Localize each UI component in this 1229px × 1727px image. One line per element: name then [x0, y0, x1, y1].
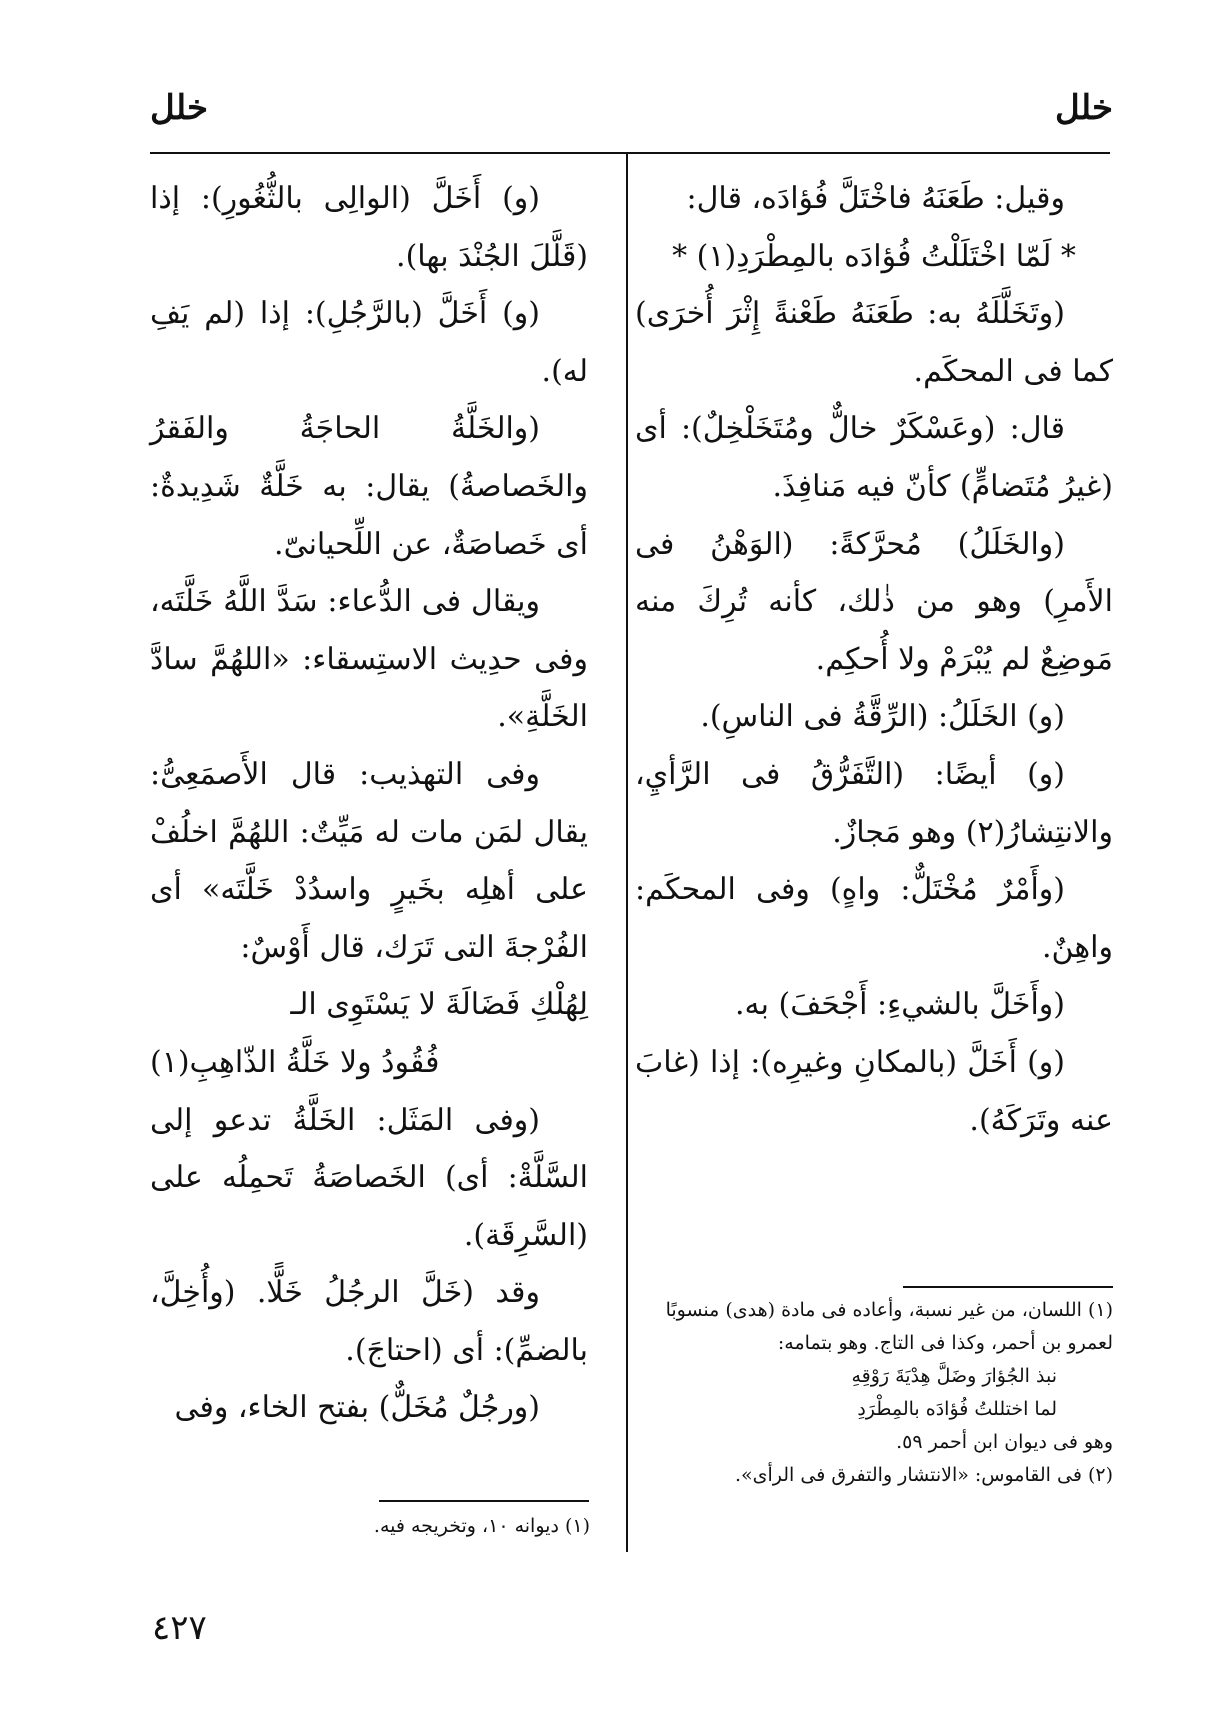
- verse-hemistich-second: فُقُودُ ولا خَلَّةُ الذّاهِبِ(١): [150, 1044, 440, 1080]
- entry-paragraph: (و) أَخَلَّ (بالرَّجُلِ): إذا (لم يَفِ له).: [150, 296, 588, 389]
- entry-paragraph: (و) الخَلَلُ: (الرِّقَّةُ فى الناسِ).: [700, 699, 1065, 735]
- footnotes-right: [635, 1294, 1113, 1492]
- page-number: ٤٢٧: [152, 1608, 207, 1648]
- poem-verse: [150, 976, 588, 1091]
- entry-paragraph: وقد (خَلَّ الرجُلُ خَلًّا. (وأُخِلَّ، بالضمِّ): أى (احتاجَ).: [150, 1275, 588, 1368]
- footnote-2: (٢) فى القاموس: «الانتشار والتفرق فى الرأى».: [734, 1464, 1113, 1486]
- footnote-1: (١) ديوانه ١٠، وتخريجه فيه.: [373, 1515, 590, 1537]
- entry-paragraph: (والخَلَلُ) مُحرَّكةً: (الوَهْنُ فى الأَمرِ) وهو من ذٰلك، كأنه تُرِكَ منه مَوضِعٌ لم يُبْرَمْ ولا أُحكِم.: [635, 526, 1113, 677]
- entry-paragraph: (و) أيضًا: (التَّفَرُّقُ فى الرَّأيِ، والانتِشارُ(٢) وهو مَجازٌ.: [635, 756, 1113, 850]
- running-head-right: خلل: [1054, 88, 1113, 128]
- entry-paragraph: (ورجُلٌ مُخَلٌّ) بفتح الخاء، وفى: [174, 1390, 540, 1426]
- footnote-1: (١) اللسان، من غير نسبة، وأعاده فى مادة (هدى) منسوبًا لعمرو بن أحمر، وكذا فى التاج. وهو بتمامه:: [665, 1299, 1113, 1354]
- entry-paragraph: ويقال فى الدُّعاء: سَدَّ اللَّهُ خَلَّتَه، وفى حدِيث الاستِسقاء: «اللهُمَّ سادَّ الخَلَّةِ».: [150, 584, 588, 735]
- entry-paragraph: (وفى المَثَل: الخَلَّةُ تدعو إلى السَّلَّةْ: أى) الخَصاصَةُ تَحمِلُه على (السَّرِقَة).: [150, 1102, 588, 1253]
- footnote-verse-line: نبذ الجُؤارَ وضَلَّ هِدْيَةَ رَوْقِهِ: [851, 1365, 1057, 1387]
- entry-paragraph: (و) أَخَلَّ (الوالِى بالثُّغُورِ): إذا (قَلَّلَ الجُنْدَ بها).: [150, 181, 588, 274]
- footnote-rule-left: [379, 1500, 589, 1502]
- entry-paragraph: (و) أَخَلَّ (بالمكانِ وغيرِه): إذا (غابَ عنه وتَرَكَهُ).: [635, 1044, 1113, 1138]
- column-divider: [626, 152, 628, 1552]
- verse-line: * لَمّا اخْتَلَلْتُ فُؤادَه بالمِطْرَدِ(١) *: [672, 238, 1076, 274]
- verse-hemistich-first: لِهُلْكِ فَضَالَةَ لا يَسْتَوِى الـ: [290, 987, 588, 1023]
- footnotes-left: [150, 1510, 590, 1543]
- running-head-left: خلل: [150, 88, 209, 128]
- entry-paragraph: (والخَلَّةُ الحاجَةُ والفَقرُ والخَصاصةُ) يقال: به خَلَّةٌ شَدِيدةٌ: أى خَصاصَةٌ، عن اللِّحيانىّ.: [150, 411, 588, 562]
- left-column: [150, 170, 588, 1437]
- footnote-rule-right: [903, 1286, 1113, 1288]
- entry-paragraph: وفى التهذيب: قال الأَصمَعِىُّ: يقال لمَن مات له مَيِّتٌ: اللهُمَّ اخلُفْ على أهلِه بخَيرٍ واسدُدْ خَلَّتَه» أى الفُرْجةَ التى تَرَك، قال أَوْسٌ:: [150, 756, 588, 965]
- entry-paragraph: وقيل: طَعَنَهُ فاخْتَلَّ فُؤادَه، قال:: [686, 181, 1065, 216]
- entry-paragraph: (وتَخَلَّلَهُ به: طَعَنَهُ طَعْنةً إِثْرَ أُخرَى) كما فى المحكَم.: [635, 296, 1113, 389]
- entry-paragraph: (وأَمْرٌ مُخْتَلٌّ: واهٍ) وفى المحكَم: واهِنٌ.: [635, 872, 1113, 965]
- entry-paragraph: قال: (وعَسْكَرٌ خالٌّ ومُتَخَلْخِلٌ): أى (غيرُ مُتَضامٍّ) كأنّ فيه مَنافِذَ.: [635, 411, 1113, 504]
- entry-paragraph: (وأَخَلَّ بالشيءِ: أَجْحَفَ) به.: [735, 987, 1065, 1023]
- footnote-verse-line: لما اختللتُ فُؤادَه بالمِطْرَدِ: [857, 1398, 1057, 1420]
- header-rule: [150, 152, 1110, 154]
- footnote-1-source: وهو فى ديوان ابن أحمر ٥٩.: [896, 1431, 1113, 1453]
- right-column: [635, 170, 1113, 1149]
